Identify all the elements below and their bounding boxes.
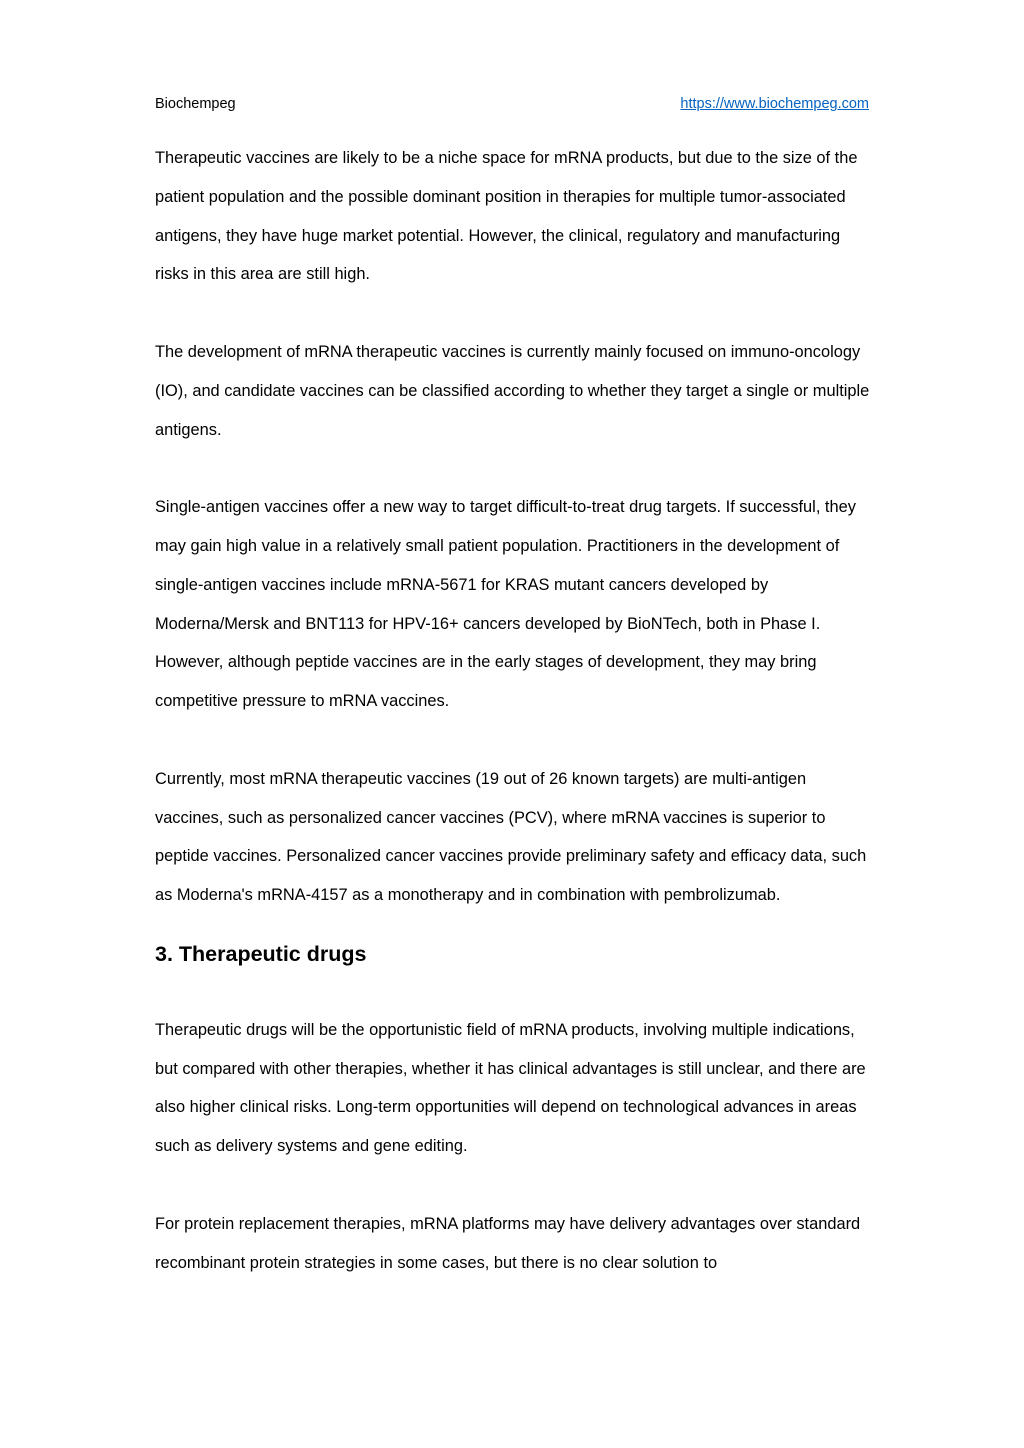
paragraph-multi-antigen: Currently, most mRNA therapeutic vaccines (19 out of 26 known targets) are multi-antigen vaccines, such as personalized cancer vaccines (PCV), where mRNA vaccines is superior to peptide vaccines. Personalized cancer vaccines provide preliminary safety and efficacy data, such as Moderna's mRNA-4157 as a monotherapy and in combination with pembrolizumab.: [155, 769, 867, 905]
header-url-link[interactable]: https://www.biochempeg.com: [680, 96, 869, 112]
page-header: [155, 96, 869, 118]
document-body: [155, 139, 873, 1321]
paragraph-therapeutic-drugs: Therapeutic drugs will be the opportunistic field of mRNA products, involving multiple indications, but compared with other therapies, whether it has clinical advantages is still unclear, and there are also higher clinical risks. Long-term opportunities will depend on technological advances in areas such as delivery systems and gene editing.: [155, 1020, 866, 1156]
section-heading-therapeutic-drugs: 3. Therapeutic drugs: [155, 941, 367, 966]
header-brand: Biochempeg: [155, 96, 236, 112]
paragraph-protein-replacement: For protein replacement therapies, mRNA platforms may have delivery advantages over standard recombinant protein strategies in some cases, but there is no clear solution to: [155, 1214, 861, 1272]
paragraph-single-antigen: Single-antigen vaccines offer a new way to target difficult-to-treat drug targets. If successful, they may gain high value in a relatively small patient population. Practitioners in the development of single-antigen vaccines include mRNA-5671 for KRAS mutant cancers developed by Moderna/Mersk and BNT113 for HPV-16+ cancers developed by BioNTech, both in Phase I. However, although peptide vaccines are in the early stages of development, they may bring competitive pressure to mRNA vaccines.: [155, 498, 856, 711]
paragraph-io-development: The development of mRNA therapeutic vaccines is currently mainly focused on immuno-oncology (IO), and candidate vaccines can be classified according to whether they target a single or multiple antigens.: [155, 342, 870, 439]
paragraph-therapeutic-vaccines: Therapeutic vaccines are likely to be a niche space for mRNA products, but due to the size of the patient population and the possible dominant position in therapies for multiple tumor-associated antigens, they have huge market potential. However, the clinical, regulatory and manufacturing risks in this area are still high.: [155, 149, 858, 284]
